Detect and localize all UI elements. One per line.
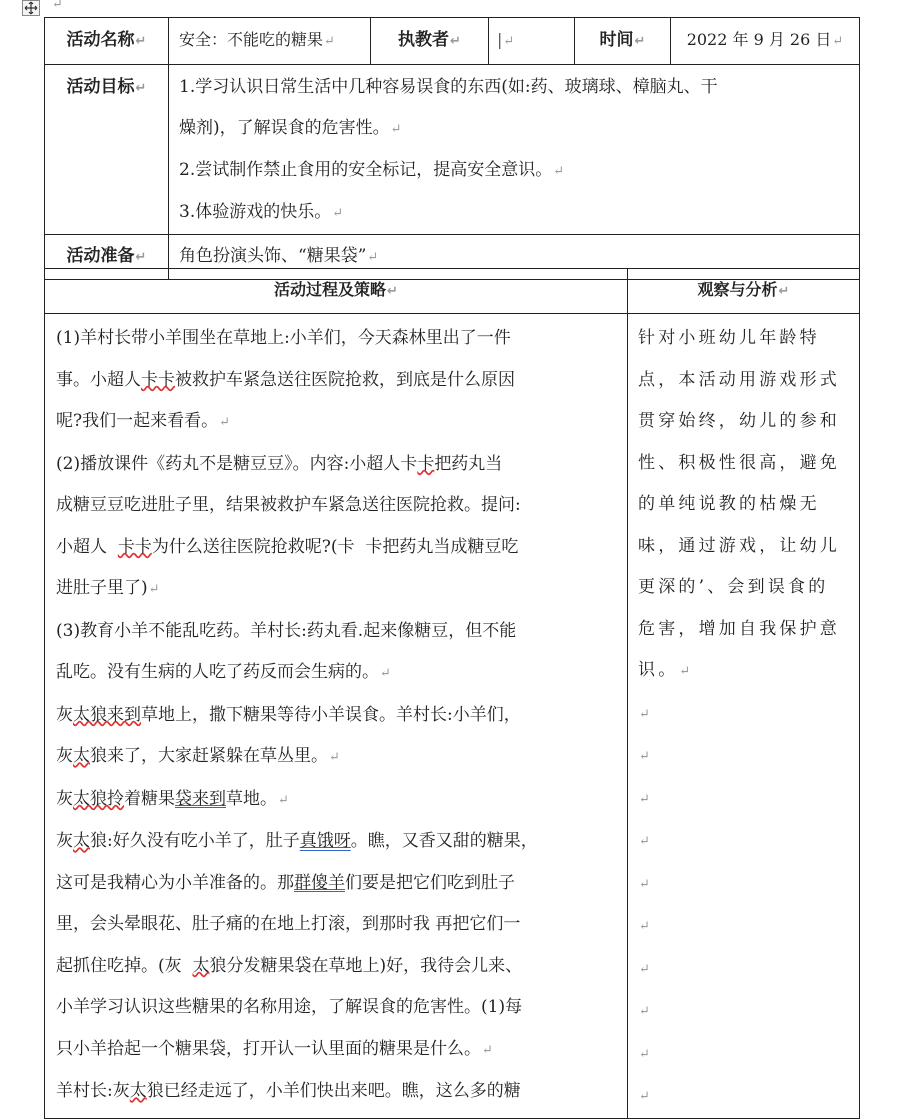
process-line: 灰太狼来了，大家赶紧躲在草丛里。↵: [56, 746, 340, 766]
empty-paragraph: ↵: [639, 1046, 654, 1062]
process-line: 乱吃。没有生病的人吃了药反而会生病的。↵: [56, 662, 391, 682]
lesson-plan-table: [44, 17, 860, 280]
teacher-label-cell: [371, 18, 489, 65]
empty-paragraph: ↵: [639, 876, 654, 892]
process-line: 灰太狼:好久没有吃小羊了，肚子真饿呀。瞧，又香又甜的糖果，: [56, 831, 538, 851]
goal-line: 1.学习认识日常生活中几种容易误食的东西(如:药、玻璃球、樟脑丸、干: [179, 77, 718, 97]
column-header-row: [45, 269, 860, 314]
analysis-line: 味，通过游戏，让幼儿: [638, 535, 840, 556]
analysis-cell[interactable]: [628, 314, 860, 1119]
goal-line: 2.尝试制作禁止食用的安全标记，提高安全意识。↵: [179, 160, 565, 180]
activity-name-cell[interactable]: [169, 18, 371, 65]
table-move-handle-icon[interactable]: [22, 0, 40, 16]
process-line: (2)播放课件《药丸不是糖豆豆》。内容:小超人卡卡把药丸当: [56, 453, 503, 474]
goals-row: [45, 65, 860, 235]
prep-value: 角色扮演头饰、“糖果袋”: [179, 246, 367, 266]
content-row: [45, 314, 860, 1119]
analysis-line: 识。↵: [638, 660, 694, 680]
process-line: 只小羊拾起一个糖果袋，打开认一认里面的糖果是什么。↵: [56, 1038, 493, 1059]
analysis-line: 贯穿始终，幼儿的参和: [638, 411, 840, 431]
cell-mark: ↵: [634, 34, 646, 49]
cell-mark: ↵: [324, 34, 335, 49]
process-line: 灰太狼来到草地上，撒下糖果等待小羊误食。羊村长:小羊们，: [56, 704, 521, 725]
prep-label: 活动准备: [66, 246, 135, 266]
empty-paragraph: ↵: [639, 961, 654, 977]
time-label: 时间: [599, 30, 634, 50]
time-cell[interactable]: [671, 18, 860, 65]
process-line: (3)教育小羊不能乱吃药。羊村长:药丸看.起来像糖豆，但不能: [56, 620, 517, 641]
goal-line: 3.体验游戏的快乐。↵: [179, 202, 344, 222]
process-line: 成糖豆豆吃进肚子里，结果被救护车紧急送往医院抢救。提问:: [56, 495, 521, 515]
analysis-header: 观察与分析↵: [628, 269, 860, 314]
process-header: 活动过程及策略↵: [45, 269, 628, 314]
process-line: 事。小超人卡卡被救护车紧急送往医院抢救，到底是什么原因: [56, 369, 515, 390]
process-line: 呢?我们一起来看看。↵: [56, 411, 231, 431]
activity-name-value: 安全：不能吃的糖果: [179, 30, 324, 49]
goals-label-cell: [45, 65, 169, 235]
empty-paragraph: ↵: [639, 1089, 654, 1104]
process-line: 小超人 卡卡为什么送往医院抢救呢?(卡 卡把药丸当成糖豆吃: [56, 536, 519, 557]
time-value: 2022 年 9 月 26 日: [686, 30, 832, 49]
teacher-label: 执教者: [398, 30, 450, 50]
activity-name-label: 活动名称: [66, 30, 135, 50]
process-line: 起抓住吃掉。(灰 太狼分发糖果袋在草地上)好，我待会儿来、: [56, 955, 523, 976]
analysis-line: 针对小班幼儿年龄特: [638, 328, 820, 348]
text-cursor: |: [497, 30, 503, 49]
cell-mark: ↵: [450, 34, 461, 49]
time-label-cell: [575, 18, 671, 65]
empty-paragraph: ↵: [639, 749, 654, 764]
cell-mark: ↵: [135, 250, 147, 265]
empty-paragraph: ↵: [639, 791, 654, 807]
analysis-line: 点，本活动用游戏形式: [638, 369, 840, 390]
analysis-line: 性、积极性很高，避免: [638, 452, 840, 473]
teacher-cell[interactable]: [489, 18, 575, 65]
cell-mark: ↵: [367, 250, 379, 265]
analysis-line: 危害，增加自我保护意: [638, 618, 840, 639]
empty-paragraph: ↵: [639, 834, 654, 849]
activity-name-label-cell: [45, 18, 169, 65]
analysis-line: 更深的’、会到误食的: [638, 577, 829, 597]
cell-mark: ↵: [135, 81, 147, 96]
analysis-line: 的单纯说教的枯燥无: [638, 494, 820, 514]
process-line: 里，会头晕眼花、肚子痛的在地上打滚，到那时我 再把它们一: [56, 914, 521, 934]
process-cell[interactable]: [45, 314, 628, 1119]
paragraph-mark: ↵: [52, 0, 63, 12]
goal-line: 燥剂)，了解误食的危害性。↵: [179, 118, 402, 138]
cell-mark: ↵: [503, 34, 515, 49]
empty-paragraph: ↵: [639, 706, 654, 722]
cell-mark: ↵: [135, 34, 147, 49]
process-table: [44, 268, 860, 1119]
process-line: 这可是我精心为小羊准备的。那群傻羊们要是把它们吃到肚子: [56, 872, 515, 893]
process-line: 羊村长:灰太狼已经走远了，小羊们快出来吧。瞧，这么多的糖: [56, 1081, 521, 1101]
goals-cell[interactable]: [169, 65, 860, 235]
process-line: (1)羊村长带小羊围坐在草地上:小羊们，今天森林里出了一件: [56, 328, 511, 348]
process-line: 进肚子里了)↵: [56, 578, 160, 598]
empty-paragraph: ↵: [639, 919, 654, 934]
goals-label: 活动目标: [66, 77, 135, 97]
empty-paragraph: ↵: [639, 1004, 654, 1019]
cell-mark: ↵: [832, 34, 844, 49]
process-line: 小羊学习认识这些糖果的名称用途，了解误食的危害性。(1)每: [56, 997, 523, 1017]
header-row: [45, 18, 860, 65]
process-line: 灰太狼拎着糖果袋来到草地。↵: [56, 788, 289, 809]
